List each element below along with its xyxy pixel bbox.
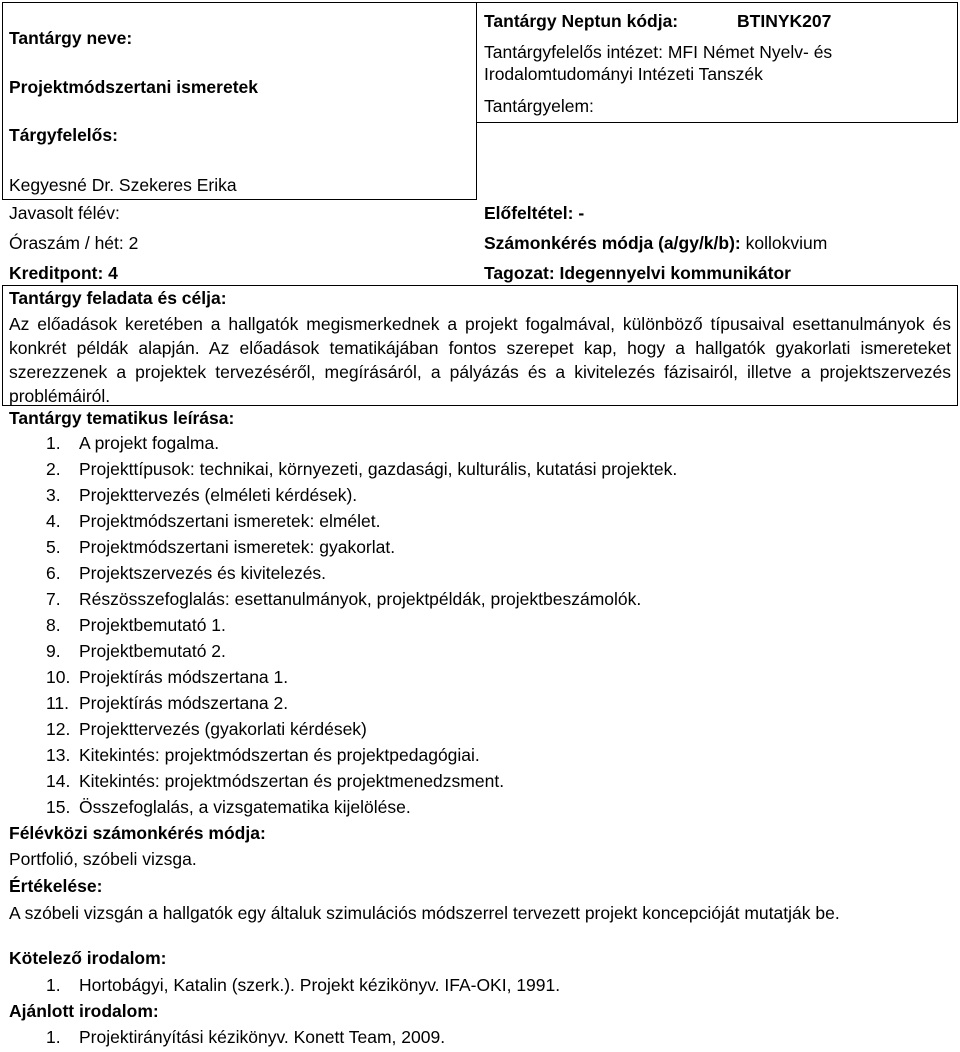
element-label: Tantárgyelem:	[484, 96, 594, 116]
exam-type-value: kollokvium	[745, 233, 828, 253]
midterm-heading: Félévközi számonkérés módja:	[9, 823, 266, 843]
neptun-label: Tantárgy Neptun kódja:	[484, 11, 679, 31]
topic-number: 15.	[46, 797, 71, 817]
topic-number: 1.	[46, 433, 61, 453]
topic-text: Kitekintés: projektmódszertan és projektpedagógiai.	[79, 745, 480, 765]
hours-label: Óraszám / hét: 2	[9, 233, 139, 253]
topic-text: Projektírás módszertana 2.	[79, 693, 289, 713]
reading-number: 1.	[46, 1027, 61, 1047]
topic-number: 7.	[46, 589, 61, 609]
topic-number: 8.	[46, 615, 61, 635]
topic-text: Projektszervezés és kivitelezés.	[79, 563, 327, 583]
institute-line-2: Irodalomtudományi Intézeti Tanszék	[484, 64, 763, 84]
reading-number: 1.	[46, 975, 61, 995]
topic-text: Projektírás módszertana 1.	[79, 667, 289, 687]
exam-type-line	[484, 233, 827, 253]
subject-name-label: Tantárgy neve:	[9, 28, 133, 48]
topic-number: 13.	[46, 745, 71, 765]
topic-text: Projektbemutató 2.	[79, 641, 226, 661]
topic-number: 3.	[46, 485, 61, 505]
goal-heading: Tantárgy feladata és célja:	[9, 288, 227, 308]
topic-text: Projektbemutató 1.	[79, 615, 226, 635]
goal-text: Az előadások keretében a hallgatók megismerkednek a projekt fogalmával, különböző típusaival esettanulmányok és konkrét példák alapján. Az előadások tematikájában fontos szerepet kap, hogy a hallgatók gyakorlati ismereteket szerezzenek a projektek tervezéséről, megírásáról, a pályázás és a kivitelezés fázisairól, illetve a projektszervezés problémáiról.	[9, 314, 951, 406]
topic-text: Projekttípusok: technikai, környezeti, gazdasági, kulturális, kutatási projektek.	[79, 459, 678, 479]
neptun-code: BTINYK207	[737, 11, 832, 31]
topic-text: Összefoglalás, a vizsgatematika kijelölése.	[79, 797, 411, 817]
reading-text: Hortobágyi, Katalin (szerk.). Projekt kézikönyv. IFA-OKI, 1991.	[79, 975, 561, 995]
topic-number: 11.	[46, 693, 70, 713]
topic-number: 9.	[46, 641, 61, 661]
prerequisite-label: Előfeltétel: -	[484, 203, 585, 223]
topic-text: Projekttervezés (elméleti kérdések).	[79, 485, 358, 505]
credits-label: Kreditpont: 4	[9, 263, 118, 283]
program-label: Tagozat: Idegennyelvi kommunikátor	[484, 263, 791, 283]
topic-number: 5.	[46, 537, 61, 557]
evaluation-heading: Értékelése:	[9, 876, 103, 896]
midterm-text: Portfolió, szóbeli vizsga.	[9, 849, 197, 869]
topics-heading: Tantárgy tematikus leírása:	[9, 408, 235, 428]
topic-number: 10.	[46, 667, 71, 687]
responsible-name: Kegyesné Dr. Szekeres Erika	[9, 175, 237, 195]
topic-text: Részösszefoglalás: esettanulmányok, projektpéldák, projektbeszámolók.	[79, 589, 642, 609]
topic-number: 4.	[46, 511, 61, 531]
topic-number: 14.	[46, 771, 71, 791]
topic-number: 2.	[46, 459, 61, 479]
exam-type-label: Számonkérés módja (a/gy/k/b):	[484, 233, 741, 253]
topic-text: Kitekintés: projektmódszertan és projektmenedzsment.	[79, 771, 505, 791]
semester-label: Javasolt félév:	[9, 203, 120, 223]
evaluation-text: A szóbeli vizsgán a hallgatók egy általuk szimulációs módszerrel tervezett projekt koncepcióját mutatják be.	[9, 903, 840, 923]
recommended-reading-heading: Ajánlott irodalom:	[9, 1001, 159, 1021]
topic-text: Projektmódszertani ismeretek: elmélet.	[79, 511, 381, 531]
topic-text: Projektmódszertani ismeretek: gyakorlat.	[79, 537, 396, 557]
topic-number: 12.	[46, 719, 71, 739]
institute-line-1: Tantárgyfelelős intézet: MFI Német Nyelv- és	[484, 42, 833, 62]
topic-text: A projekt fogalma.	[79, 433, 220, 453]
responsible-label: Tárgyfelelős:	[9, 125, 118, 145]
topic-text: Projekttervezés (gyakorlati kérdések)	[79, 719, 367, 739]
topic-number: 6.	[46, 563, 61, 583]
subject-name: Projektmódszertani ismeretek	[9, 77, 258, 97]
required-reading-heading: Kötelező irodalom:	[9, 948, 167, 968]
reading-text: Projektirányítási kézikönyv. Konett Team, 2009.	[79, 1027, 446, 1047]
